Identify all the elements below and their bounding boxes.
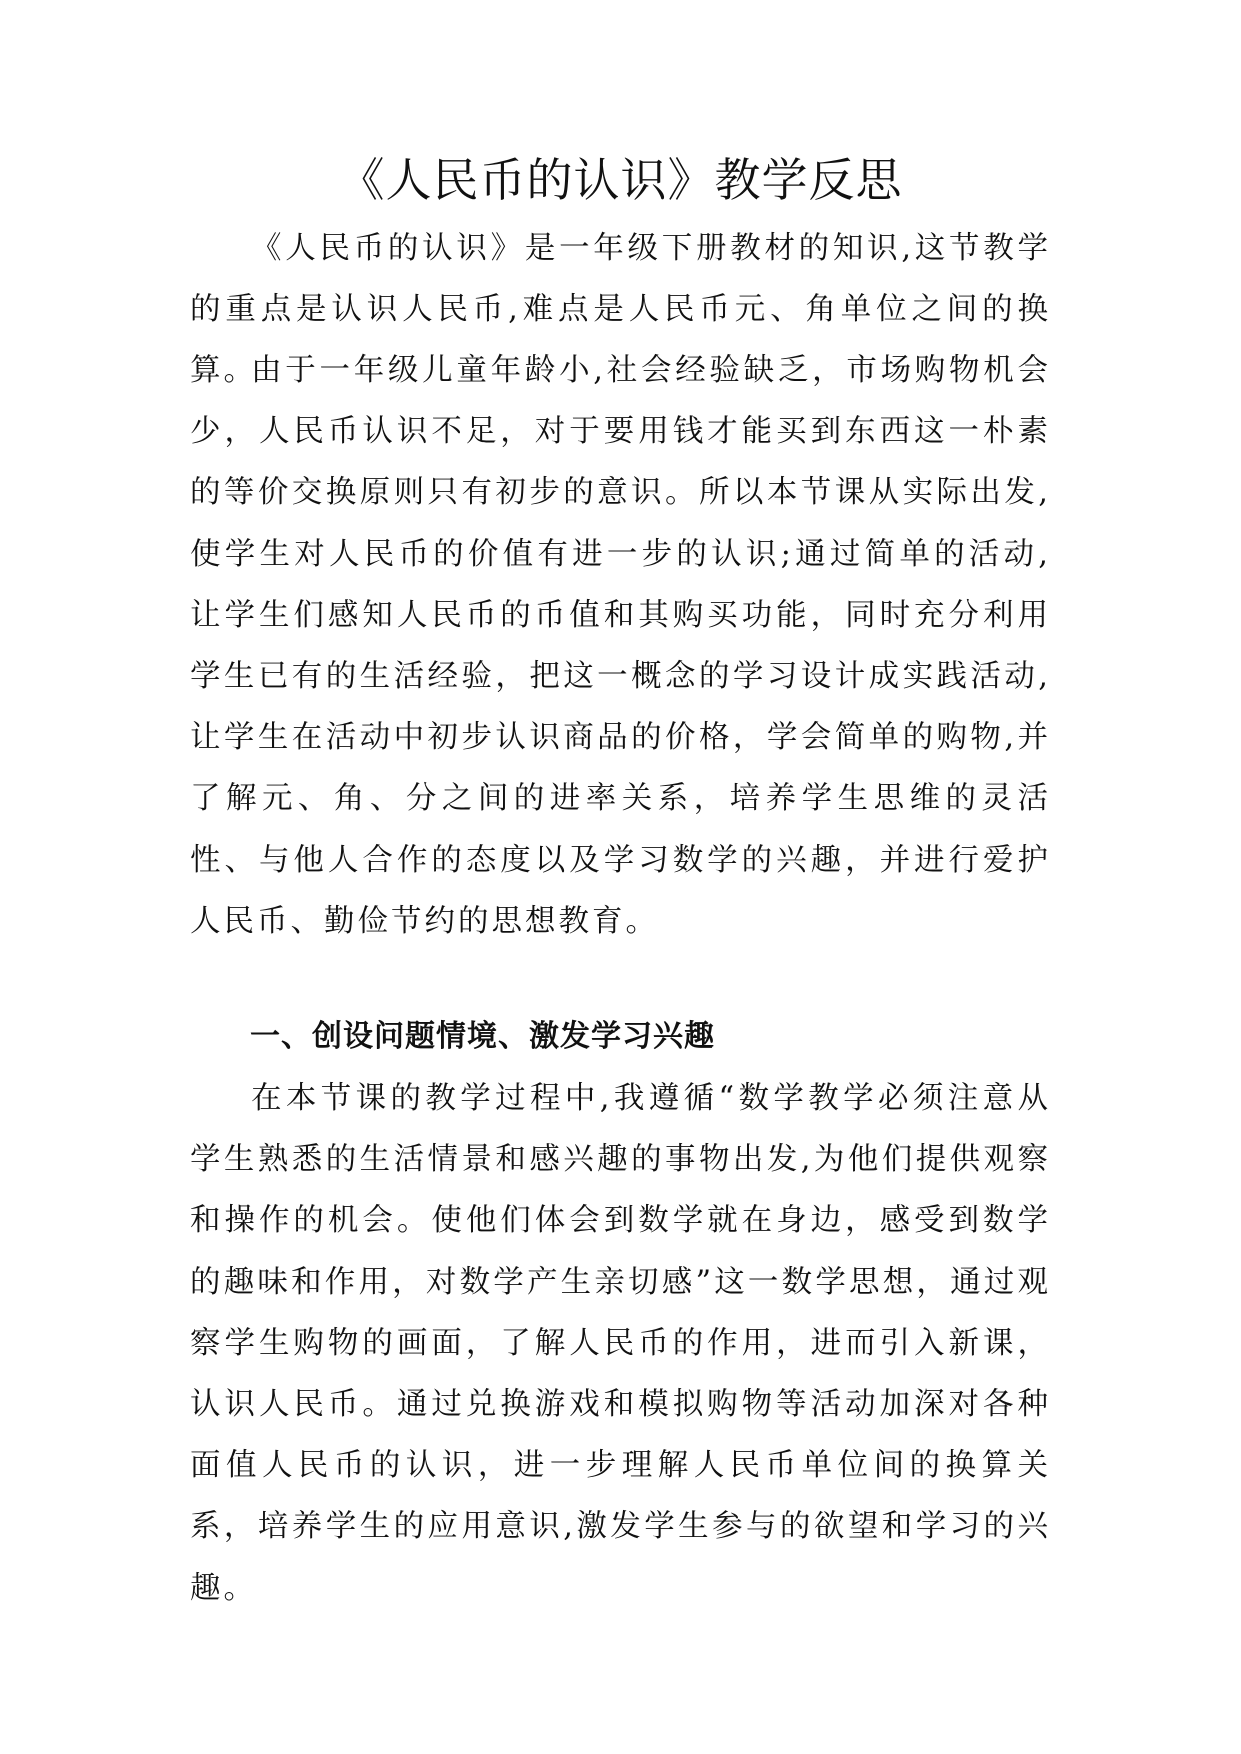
intro-paragraph: 《人民币的认识》是一年级下册教材的知识,这节教学的重点是认识人民币,难点是人民币元、角单位之间的换算。 <box>190 231 1051 389</box>
section-heading: 一、创设问题情境、激发学习兴趣 <box>250 1019 715 1054</box>
background-paragraph: 由于一年级儿童年龄小,社会经验缺乏，市场购物机会少，人民币认识不足，对于要用钱才能买到东西这一朴素的等价交换原则只有初步的意识。所以本节课从实际出发,使学生对人民币的价值有进一步的认识;通过简单的活动,让学生们感知人民币的币值和其购买功能，同时充分利用学生已有的生活经验，把这一概念的学习设计成实践活动,让学生在活动中初步认识商品的价格，学会简单的购物,并了解元、角、分之间的进率关系，培养学生思维的灵活性、与他人合作的态度以及学习数学的兴趣，并进行爱护人民币、勤俭节约的思想教育。 <box>190 353 1051 939</box>
document-title: 《人民币的认识》教学反思 <box>338 153 903 207</box>
section-paragraph: 在本节课的教学过程中,我遵循“数学教学必须注意从学生熟悉的生活情景和感兴趣的事物出发,为他们提供观察和操作的机会。使他们体会到数学就在身边，感受到数学的趣味和作用，对数学产生亲切感”这一数学思想，通过观察学生购物的画面，了解人民币的作用，进而引入新课，认识人民币。通过兑换游戏和模拟购物等活动加深对各种面值人民币的认识，进一步理解人民币单位间的换算关系，培养学生的应用意识,激发学生参与的欲望和学习的兴趣。 <box>190 1081 1051 1606</box>
